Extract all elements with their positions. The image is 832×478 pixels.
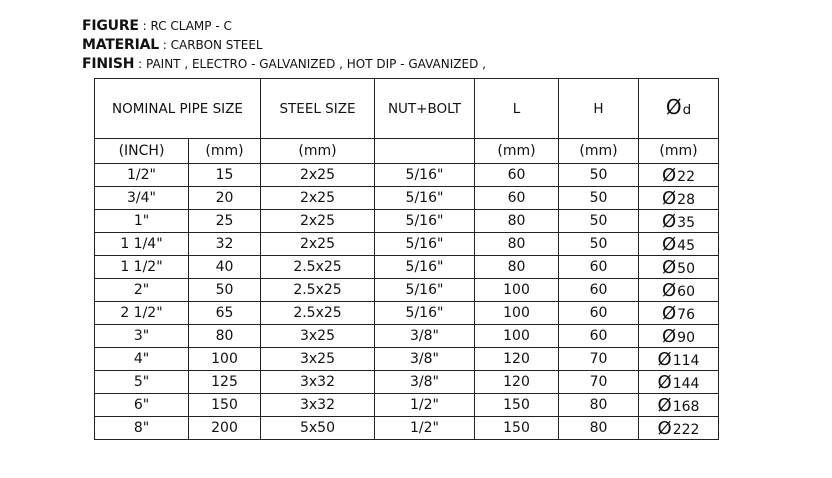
table-header-row bbox=[95, 79, 719, 139]
diameter-value: 90 bbox=[677, 329, 695, 346]
diameter-symbol-icon: Ø bbox=[662, 164, 677, 186]
table-row bbox=[95, 325, 719, 348]
col-l: L bbox=[475, 79, 559, 139]
cell-l: 150 bbox=[475, 394, 559, 417]
cell-mm: 15 bbox=[189, 164, 261, 187]
diameter-value: 28 bbox=[677, 191, 695, 208]
unit-nutbolt bbox=[375, 139, 475, 164]
cell-l: 100 bbox=[475, 279, 559, 302]
unit-h: (mm) bbox=[559, 139, 639, 164]
cell-diameter bbox=[639, 394, 719, 417]
finish-value: PAINT , ELECTRO - GALVANIZED , HOT DIP - GAVANIZED , bbox=[145, 57, 486, 71]
table-row bbox=[95, 371, 719, 394]
cell-diameter bbox=[639, 279, 719, 302]
figure-separator: : bbox=[138, 19, 151, 33]
cell-steel-size: 3x32 bbox=[261, 394, 375, 417]
diameter-symbol-icon: Ø bbox=[657, 417, 672, 439]
cell-mm: 50 bbox=[189, 279, 261, 302]
table-row bbox=[95, 279, 719, 302]
diameter-value: 144 bbox=[672, 375, 700, 392]
cell-inch: 2" bbox=[95, 279, 189, 302]
cell-diameter bbox=[639, 325, 719, 348]
cell-steel-size: 2x25 bbox=[261, 233, 375, 256]
col-h: H bbox=[559, 79, 639, 139]
figure-label: FIGURE bbox=[82, 18, 139, 34]
material-value: CARBON STEEL bbox=[170, 38, 263, 52]
diameter-symbol-icon: Ø bbox=[662, 233, 677, 255]
diameter-value: 45 bbox=[677, 237, 695, 254]
cell-inch: 1" bbox=[95, 210, 189, 233]
cell-steel-size: 5x50 bbox=[261, 417, 375, 440]
cell-inch: 3/4" bbox=[95, 187, 189, 210]
cell-diameter bbox=[639, 417, 719, 440]
diameter-value: 222 bbox=[672, 421, 700, 438]
diameter-symbol-icon: Ø bbox=[662, 279, 677, 301]
cell-h: 70 bbox=[559, 348, 639, 371]
cell-diameter bbox=[639, 302, 719, 325]
cell-h: 50 bbox=[559, 187, 639, 210]
cell-inch: 5" bbox=[95, 371, 189, 394]
cell-h: 80 bbox=[559, 417, 639, 440]
cell-diameter bbox=[639, 371, 719, 394]
cell-nut-bolt: 5/16" bbox=[375, 279, 475, 302]
col-diameter-label: d bbox=[682, 102, 692, 118]
cell-h: 70 bbox=[559, 371, 639, 394]
cell-nut-bolt: 5/16" bbox=[375, 210, 475, 233]
diameter-symbol-icon: Ø bbox=[662, 210, 677, 232]
diameter-value: 22 bbox=[677, 168, 695, 185]
cell-mm: 125 bbox=[189, 371, 261, 394]
cell-steel-size: 2.5x25 bbox=[261, 279, 375, 302]
cell-inch: 4" bbox=[95, 348, 189, 371]
cell-inch: 1/2" bbox=[95, 164, 189, 187]
diameter-symbol-icon: Ø bbox=[662, 187, 677, 209]
diameter-symbol-icon: Ø bbox=[662, 302, 677, 324]
cell-nut-bolt: 3/8" bbox=[375, 348, 475, 371]
finish-label: FINISH bbox=[82, 56, 135, 72]
cell-inch: 2 1/2" bbox=[95, 302, 189, 325]
table-row bbox=[95, 233, 719, 256]
cell-steel-size: 2x25 bbox=[261, 164, 375, 187]
cell-h: 80 bbox=[559, 394, 639, 417]
cell-h: 60 bbox=[559, 302, 639, 325]
diameter-value: 76 bbox=[677, 306, 695, 323]
cell-l: 60 bbox=[475, 187, 559, 210]
diameter-symbol-icon: Ø bbox=[662, 325, 677, 347]
cell-l: 150 bbox=[475, 417, 559, 440]
cell-inch: 8" bbox=[95, 417, 189, 440]
cell-diameter bbox=[639, 164, 719, 187]
cell-steel-size: 3x25 bbox=[261, 348, 375, 371]
cell-l: 120 bbox=[475, 371, 559, 394]
table-row bbox=[95, 164, 719, 187]
cell-inch: 3" bbox=[95, 325, 189, 348]
diameter-symbol-icon: Ø bbox=[657, 394, 672, 416]
cell-mm: 80 bbox=[189, 325, 261, 348]
material-line bbox=[82, 35, 486, 54]
cell-h: 60 bbox=[559, 325, 639, 348]
cell-inch: 6" bbox=[95, 394, 189, 417]
cell-steel-size: 3x25 bbox=[261, 325, 375, 348]
table-row bbox=[95, 394, 719, 417]
cell-l: 100 bbox=[475, 302, 559, 325]
diameter-value: 114 bbox=[672, 352, 700, 369]
cell-steel-size: 2x25 bbox=[261, 187, 375, 210]
cell-steel-size: 3x32 bbox=[261, 371, 375, 394]
cell-steel-size: 2.5x25 bbox=[261, 302, 375, 325]
cell-mm: 200 bbox=[189, 417, 261, 440]
cell-steel-size: 2.5x25 bbox=[261, 256, 375, 279]
spec-header bbox=[82, 16, 486, 73]
cell-mm: 20 bbox=[189, 187, 261, 210]
cell-mm: 25 bbox=[189, 210, 261, 233]
finish-line bbox=[82, 54, 486, 73]
diameter-symbol-icon: Ø bbox=[662, 256, 677, 278]
cell-nut-bolt: 1/2" bbox=[375, 394, 475, 417]
cell-diameter bbox=[639, 210, 719, 233]
cell-h: 50 bbox=[559, 233, 639, 256]
cell-diameter bbox=[639, 187, 719, 210]
diameter-symbol-icon: Ø bbox=[665, 95, 682, 119]
table-row bbox=[95, 348, 719, 371]
cell-nut-bolt: 5/16" bbox=[375, 187, 475, 210]
cell-h: 60 bbox=[559, 256, 639, 279]
material-label: MATERIAL bbox=[82, 37, 159, 53]
cell-h: 60 bbox=[559, 279, 639, 302]
table-units-row bbox=[95, 139, 719, 164]
cell-l: 80 bbox=[475, 210, 559, 233]
cell-nut-bolt: 5/16" bbox=[375, 302, 475, 325]
cell-l: 100 bbox=[475, 325, 559, 348]
diameter-symbol-icon: Ø bbox=[657, 348, 672, 370]
cell-diameter bbox=[639, 256, 719, 279]
cell-nut-bolt: 5/16" bbox=[375, 233, 475, 256]
unit-d: (mm) bbox=[639, 139, 719, 164]
cell-inch: 1 1/2" bbox=[95, 256, 189, 279]
figure-line bbox=[82, 16, 486, 35]
unit-inch: (INCH) bbox=[95, 139, 189, 164]
cell-mm: 100 bbox=[189, 348, 261, 371]
clamp-spec-table bbox=[94, 78, 719, 440]
cell-mm: 65 bbox=[189, 302, 261, 325]
cell-diameter bbox=[639, 348, 719, 371]
col-diameter bbox=[639, 79, 719, 139]
finish-separator: : bbox=[134, 57, 146, 71]
cell-nut-bolt: 3/8" bbox=[375, 325, 475, 348]
col-nut-bolt: NUT+BOLT bbox=[375, 79, 475, 139]
cell-diameter bbox=[639, 233, 719, 256]
cell-mm: 150 bbox=[189, 394, 261, 417]
diameter-value: 60 bbox=[677, 283, 695, 300]
cell-nut-bolt: 5/16" bbox=[375, 164, 475, 187]
diameter-value: 35 bbox=[677, 214, 695, 231]
cell-h: 50 bbox=[559, 164, 639, 187]
cell-l: 80 bbox=[475, 256, 559, 279]
cell-l: 60 bbox=[475, 164, 559, 187]
material-separator: : bbox=[158, 38, 171, 52]
cell-h: 50 bbox=[559, 210, 639, 233]
cell-inch: 1 1/4" bbox=[95, 233, 189, 256]
cell-mm: 32 bbox=[189, 233, 261, 256]
diameter-value: 168 bbox=[672, 398, 700, 415]
diameter-symbol-icon: Ø bbox=[657, 371, 672, 393]
cell-l: 120 bbox=[475, 348, 559, 371]
unit-l: (mm) bbox=[475, 139, 559, 164]
unit-steel: (mm) bbox=[261, 139, 375, 164]
col-steel-size: STEEL SIZE bbox=[261, 79, 375, 139]
cell-steel-size: 2x25 bbox=[261, 210, 375, 233]
cell-nut-bolt: 5/16" bbox=[375, 256, 475, 279]
cell-nut-bolt: 1/2" bbox=[375, 417, 475, 440]
table-row bbox=[95, 187, 719, 210]
diameter-value: 50 bbox=[677, 260, 695, 277]
table-row bbox=[95, 417, 719, 440]
cell-mm: 40 bbox=[189, 256, 261, 279]
figure-value: RC CLAMP - C bbox=[150, 19, 232, 33]
table-row bbox=[95, 302, 719, 325]
unit-mm: (mm) bbox=[189, 139, 261, 164]
table-row bbox=[95, 256, 719, 279]
cell-nut-bolt: 3/8" bbox=[375, 371, 475, 394]
table-row bbox=[95, 210, 719, 233]
cell-l: 80 bbox=[475, 233, 559, 256]
col-nominal-pipe-size: NOMINAL PIPE SIZE bbox=[95, 79, 261, 139]
